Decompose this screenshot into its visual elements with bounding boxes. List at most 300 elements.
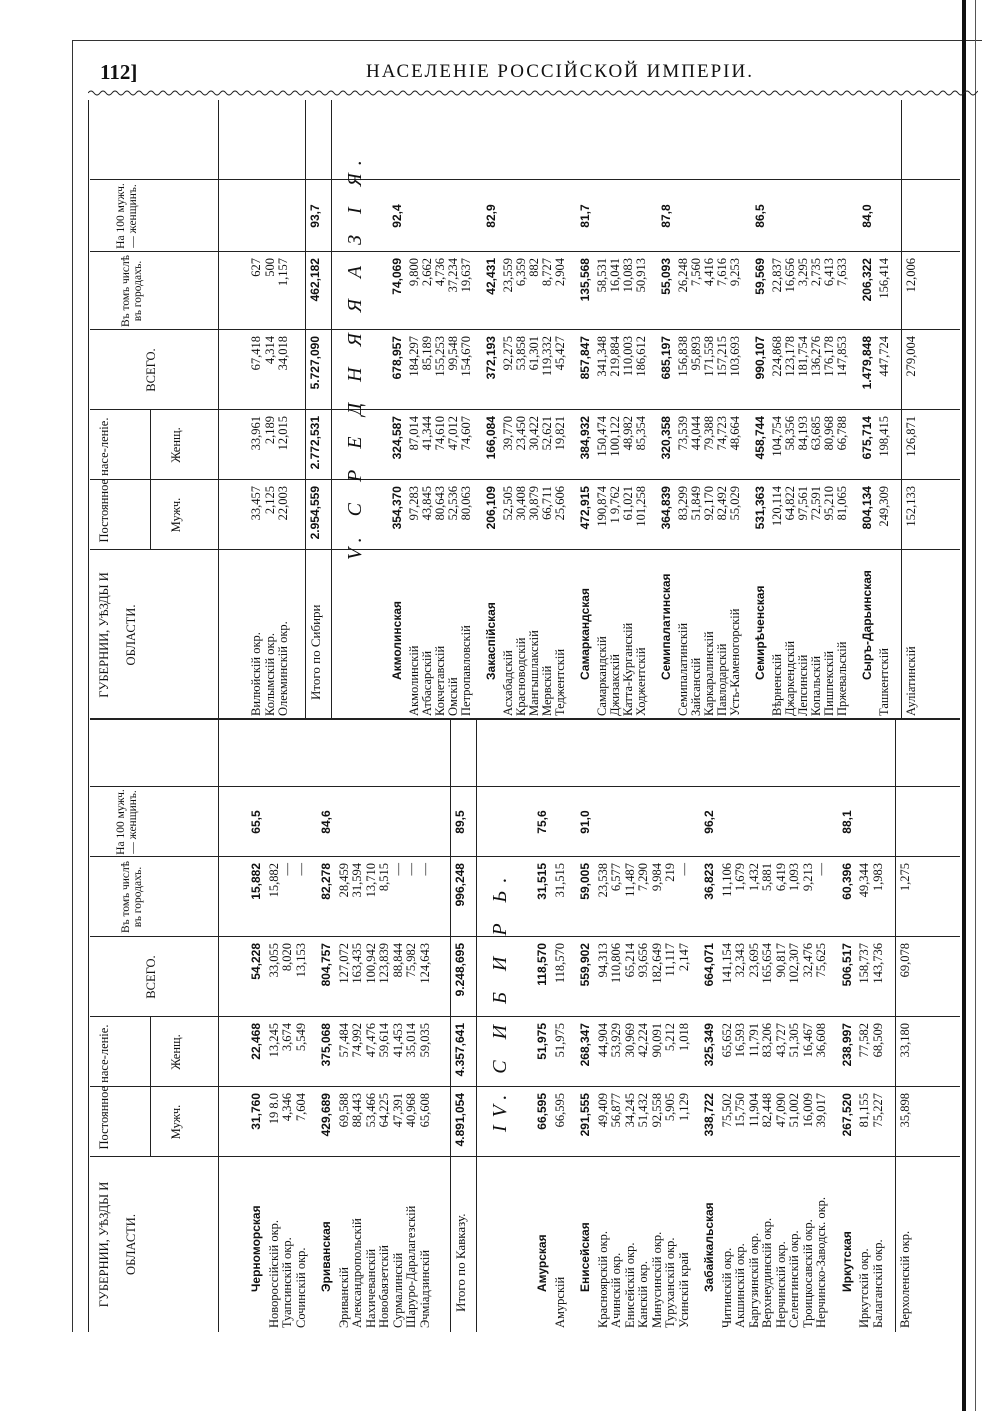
female-value: 52,621 (539, 416, 554, 451)
total-value: 13,153 (293, 943, 308, 978)
table-row: Усинскій край (676, 1252, 691, 1328)
total-rule-bottom (331, 100, 332, 720)
total-value: 804,757 (319, 943, 333, 987)
total-value: 186,612 (633, 336, 648, 377)
towns-value: 627 (249, 258, 263, 277)
total-value: 90,817 (773, 943, 788, 978)
total-value: 33,055 (266, 943, 281, 978)
female-value: 41,453 (390, 1023, 405, 1058)
towns-value: 11,487 (622, 863, 637, 897)
female-value: 83,206 (760, 1023, 774, 1058)
column-header-male: Мужч. (169, 497, 183, 533)
male-value: 66,595 (535, 1093, 549, 1130)
scan-frame-left (72, 40, 73, 1332)
female-value: 65,652 (719, 1023, 734, 1058)
male-value: 53,466 (363, 1093, 378, 1128)
table-row: Кокчетавскій (432, 645, 447, 716)
table-row: Самаркандскій (594, 636, 609, 716)
male-value: 31,760 (249, 1093, 263, 1130)
total-value: 11,117 (663, 943, 677, 977)
total-siberia-male: 2.954,559 (307, 486, 322, 540)
towns-value: 13,710 (363, 863, 378, 898)
towns-value: 1,679 (733, 863, 747, 892)
total-value: 141,154 (719, 943, 734, 984)
ratio-value: 84,0 (859, 204, 874, 228)
male-value: 69,588 (336, 1093, 351, 1128)
total-rule-top (305, 100, 306, 720)
table-row: Эриванскій (336, 1267, 351, 1328)
column-header-region-line1: ГУБЕРНИИ, УѢЗДЫ И (97, 1181, 111, 1308)
table-row: Новороссійскій окр. (266, 1219, 281, 1328)
total-value: 678,957 (389, 336, 404, 380)
female-value: 59,614 (377, 1023, 391, 1058)
column-divider (90, 251, 960, 252)
male-value: 75,227 (870, 1093, 885, 1128)
male-value: 92,170 (701, 486, 716, 521)
female-value: 5,212 (663, 1023, 677, 1052)
male-value: 364,839 (658, 486, 673, 530)
towns-value: 23,559 (500, 258, 515, 293)
towns-value: 7,633 (834, 258, 849, 287)
total-value: 990,107 (752, 336, 767, 380)
total-value: 54,228 (249, 943, 263, 980)
towns-value: — (293, 863, 308, 876)
female-value: 33,961 (249, 416, 263, 451)
male-value: 97,561 (795, 486, 810, 521)
towns-value: 11,106 (719, 863, 734, 897)
male-value: 51,849 (688, 486, 703, 521)
total-value: 102,307 (787, 943, 801, 984)
table-row: Петропавловскій (458, 625, 473, 716)
total-value: 506,517 (839, 943, 854, 987)
towns-value: 8,727 (539, 258, 554, 287)
male-value: 39,017 (814, 1093, 828, 1128)
male-value: 249,309 (876, 486, 891, 527)
towns-value: 74,069 (389, 258, 404, 295)
table-row: Павлодарскій (714, 643, 729, 716)
table-row: Иркутскій окр. (857, 1248, 871, 1328)
column-divider (90, 936, 960, 937)
table-row: Ташкентскій (876, 648, 891, 716)
female-value: 48,982 (620, 416, 635, 451)
total-value: 2,147 (676, 943, 691, 972)
total-value: 34,018 (276, 336, 290, 371)
male-value: 22,003 (276, 486, 290, 521)
male-value: 5,905 (663, 1093, 677, 1122)
group-row-2: Забайкальская (702, 1202, 716, 1292)
table-row: Пишпекскій (821, 650, 836, 716)
male-value: 25,606 (552, 486, 567, 521)
towns-value: 55,093 (658, 258, 673, 295)
total-value: 341,348 (594, 336, 609, 377)
total-value: 184,297 (406, 336, 421, 377)
female-value: 458,744 (752, 416, 767, 460)
female-value: 11,791 (746, 1023, 761, 1057)
rotated-statistics-table (90, 100, 960, 1332)
towns-value: 58,531 (594, 258, 609, 293)
male-value: 531,363 (752, 486, 767, 530)
table-viewport (90, 100, 960, 1332)
column-header-region-line2: ОБЛАСТИ. (124, 1214, 138, 1275)
female-value: 325,349 (702, 1023, 716, 1067)
total-value: 156,838 (675, 336, 690, 377)
female-value: 36,608 (814, 1023, 828, 1058)
table-row: Туруханскій окр. (663, 1237, 677, 1328)
male-value: 152,133 (903, 486, 918, 527)
female-value: 35,014 (404, 1023, 418, 1058)
male-value: 190,874 (594, 486, 609, 527)
female-value: 74,607 (458, 416, 473, 451)
male-value: 66,595 (552, 1093, 567, 1128)
total-siberia-ratio: 93,7 (307, 204, 322, 228)
total-value: 75,982 (404, 943, 418, 978)
ratio-value: 75,6 (535, 810, 549, 834)
towns-value: 59,569 (752, 258, 767, 295)
towns-value: — (417, 863, 432, 876)
table-outer-left-border (88, 100, 89, 1332)
column-divider (90, 1086, 960, 1087)
column-header-male: Мужч. (169, 1104, 183, 1140)
male-value: 120,114 (769, 486, 784, 527)
total-value: 88,844 (390, 943, 405, 978)
total-caucasus-ratio: 89,5 (453, 810, 467, 834)
towns-value: — (390, 863, 405, 876)
male-value: 82,492 (714, 486, 729, 521)
ratio-value: 87,8 (658, 204, 673, 228)
ratio-value: 84,6 (319, 810, 333, 834)
book-spine (962, 0, 966, 1411)
table-row: Теджентскій (552, 648, 567, 716)
male-value: 30,408 (513, 486, 528, 521)
male-value: 101,258 (633, 486, 648, 527)
column-header-in-towns: Въ томъ числѣ въ городахъ. (120, 254, 144, 328)
towns-value: 7,560 (688, 258, 703, 287)
total-value: 93,656 (636, 943, 650, 978)
column-divider (90, 1016, 960, 1017)
total-value: 857,847 (577, 336, 592, 380)
towns-value: 9,213 (800, 863, 815, 892)
towns-value: 9,984 (649, 863, 664, 892)
female-value: 42,224 (636, 1023, 650, 1058)
towns-value: 36,823 (702, 863, 716, 900)
group-row-1: Закаспійская (483, 602, 498, 680)
column-header-region-line2: ОБЛАСТИ. (124, 604, 138, 666)
male-value: 80,643 (432, 486, 447, 521)
table-row: Минусинскій окр. (649, 1231, 664, 1328)
total-value: 447,724 (876, 336, 891, 377)
male-value: 81,065 (834, 486, 849, 521)
towns-value: 206,322 (859, 258, 874, 302)
female-value: 74,723 (714, 416, 729, 451)
female-value: 5,549 (293, 1023, 308, 1052)
male-value: 47,391 (390, 1093, 405, 1128)
total-rule-bottom (476, 720, 477, 1332)
female-value: 84,193 (795, 416, 810, 451)
towns-value: — (280, 863, 294, 876)
table-row-cut: Аулiатинскій (903, 646, 918, 716)
group-row-0: Акмолинская (389, 600, 404, 680)
male-value: 56,877 (609, 1093, 623, 1128)
female-value: 51,305 (787, 1023, 801, 1058)
total-rule-top (450, 720, 451, 1332)
towns-value: 2,662 (419, 258, 434, 287)
total-caucasus-label: Итого по Кавказу. (453, 1213, 468, 1312)
towns-value: 59,005 (578, 863, 592, 900)
page-number: 112] (100, 60, 138, 84)
male-value: 1 9,762 (607, 486, 622, 524)
ratio-value: 88,1 (839, 810, 854, 834)
table-row: Балаганскій окр. (870, 1239, 885, 1328)
total-caucasus-male: 4.891,054 (453, 1093, 467, 1147)
scan-frame-top (72, 40, 982, 41)
table-row: Джизакскій (607, 654, 622, 716)
total-value: 32,343 (733, 943, 747, 978)
table-row: Сурмалинскій (390, 1252, 405, 1328)
male-value: 72,591 (808, 486, 823, 521)
towns-value: 50,913 (633, 258, 648, 293)
male-value: 11,904 (746, 1093, 761, 1127)
header-bottom-rule (218, 100, 219, 720)
total-value: 92,275 (500, 336, 515, 371)
towns-value: — (404, 863, 418, 876)
total-value: 110,003 (620, 336, 635, 377)
female-value: 48,664 (727, 416, 742, 451)
table-row: Ходжентскій (633, 647, 648, 716)
female-value: 74,610 (432, 416, 447, 451)
table-row: Мангышлакскій (526, 630, 541, 716)
total-value: 219,884 (607, 336, 622, 377)
group-row-0: Амурская (535, 1234, 549, 1292)
female-value: 100,122 (607, 416, 622, 457)
male-value: 47,090 (773, 1093, 788, 1128)
female-value: 238,997 (839, 1023, 854, 1067)
male-value: 64,822 (782, 486, 797, 521)
male-value: 52,536 (445, 486, 460, 521)
towns-value: 42,431 (483, 258, 498, 295)
female-value: 68,509 (870, 1023, 885, 1058)
table-row: Акмолинскій (406, 645, 421, 716)
group-row-0: Черноморская (249, 1205, 263, 1292)
male-value: 19 8.0 (266, 1093, 281, 1125)
towns-value: 6,419 (773, 863, 788, 892)
total-value: 110,806 (609, 943, 623, 984)
total-value: 182,649 (649, 943, 664, 984)
total-value: 45,427 (552, 336, 567, 371)
female-value: 41,344 (419, 416, 434, 451)
total-value: 664,071 (702, 943, 716, 987)
female-value: 16,593 (733, 1023, 747, 1058)
male-value: 4,346 (280, 1093, 294, 1122)
table-row: Вѣрненскій (769, 653, 784, 716)
table-row: Акшинскій окр. (733, 1243, 747, 1328)
total-value: 1.479,848 (859, 336, 874, 390)
towns-value: 9,253 (727, 258, 742, 287)
ratio-value: 96,2 (702, 810, 716, 834)
towns-value: 16,041 (607, 258, 622, 293)
group-row-4: Семирѣченская (752, 585, 767, 680)
column-divider (90, 856, 960, 857)
cut-rule (895, 720, 896, 1332)
male-value: 52,505 (500, 486, 515, 521)
male-value: 92,558 (649, 1093, 664, 1128)
total-value: 685,197 (658, 336, 673, 380)
female-value: 16,467 (800, 1023, 815, 1058)
female-value: 675,714 (859, 416, 874, 460)
table-row: Сочинскій окр. (293, 1247, 308, 1328)
towns-value: 26,248 (675, 258, 690, 293)
female-value: 2,189 (262, 416, 277, 445)
male-value: 35,898 (898, 1093, 912, 1128)
ratio-value: 81,7 (577, 204, 592, 228)
total-siberia-label: Итого по Сибири (307, 604, 323, 700)
female-value: 47,476 (363, 1023, 378, 1058)
male-value: 80,063 (458, 486, 473, 521)
female-value: 19,821 (552, 416, 567, 451)
female-value: 12,015 (276, 416, 290, 451)
table-row: Джаркендскій (782, 640, 797, 716)
male-value: 75,502 (719, 1093, 734, 1128)
female-value: 80,968 (821, 416, 836, 451)
total-value: 123,839 (377, 943, 391, 984)
total-value: 181,754 (795, 336, 810, 377)
towns-value: 15,882 (266, 863, 281, 898)
male-value: 61,021 (620, 486, 635, 521)
female-value: 51,975 (552, 1023, 567, 1058)
towns-value: 6,413 (821, 258, 836, 287)
female-value: 324,587 (389, 416, 404, 460)
towns-value: 15,882 (249, 863, 263, 900)
male-value: 65,608 (417, 1093, 432, 1128)
group-row-1: Эриванская (319, 1221, 333, 1292)
towns-value: 7,616 (714, 258, 729, 287)
table-row: Олекминскій окр. (276, 621, 290, 716)
ratio-value: 91,0 (578, 810, 592, 834)
female-value: 44,904 (595, 1023, 610, 1058)
female-value: 30,422 (526, 416, 541, 451)
table-row: Нахичеванскій (363, 1248, 378, 1328)
towns-value: 6,577 (609, 863, 623, 892)
total-value: 163,435 (350, 943, 364, 984)
total-value: 171,558 (701, 336, 716, 377)
table-row: Вилюйскій окр. (249, 632, 263, 716)
female-value: 85,354 (633, 416, 648, 451)
table-row: Омскій (445, 677, 460, 716)
female-value: 87,014 (406, 416, 421, 451)
towns-value: 9,800 (406, 258, 421, 287)
towns-value: 2,735 (808, 258, 823, 287)
table-row: Нерчинскій окр. (773, 1241, 788, 1328)
female-value: 51,975 (535, 1023, 549, 1060)
towns-value: 31,594 (350, 863, 364, 898)
towns-value: 31,515 (552, 863, 567, 898)
male-value: 338,722 (702, 1093, 716, 1137)
male-value: 51,002 (787, 1093, 801, 1128)
total-value: 154,670 (458, 336, 473, 377)
column-divider (90, 179, 960, 180)
total-value: 155,253 (432, 336, 447, 377)
towns-value: 12,006 (903, 258, 918, 293)
female-value: 30,969 (622, 1023, 637, 1058)
towns-value: 60,396 (839, 863, 854, 900)
male-value: 43,845 (419, 486, 434, 521)
column-header-permanent: Постоянное насе-ленiе. (97, 417, 111, 543)
column-header-female: Женщ. (169, 1034, 183, 1070)
female-value: 39,770 (500, 416, 515, 451)
total-value: 61,301 (526, 336, 541, 371)
table-row: Каркаралинскій (701, 631, 716, 716)
total-value: 94,313 (595, 943, 610, 978)
table-row: Читинскій окр. (719, 1247, 734, 1328)
male-value: 81,155 (857, 1093, 871, 1128)
table-row: Эчміадзинскій (417, 1249, 432, 1328)
towns-value: 2,904 (552, 258, 567, 287)
female-value: 79,388 (701, 416, 716, 451)
total-value: 118,570 (535, 943, 549, 986)
towns-value: 219 (663, 863, 677, 882)
page-title: НАСЕЛЕНІЕ РОССІЙСКОЙ ИМПЕРІИ. (366, 61, 754, 82)
ratio-value: 65,5 (249, 810, 263, 834)
male-value: 15,750 (733, 1093, 747, 1128)
female-value: 268,347 (578, 1023, 592, 1067)
table-row: Верхнеудинскій окр. (760, 1217, 774, 1328)
towns-value: 4,736 (432, 258, 447, 287)
column-header-in-towns: Въ томъ числѣ въ городахъ. (120, 860, 144, 934)
towns-value: 1,275 (898, 863, 912, 892)
female-value: 43,727 (773, 1023, 788, 1058)
total-value: 176,178 (821, 336, 836, 377)
column-header-total: ВСЕГО. (144, 348, 158, 392)
female-value: 375,068 (319, 1023, 333, 1067)
table-row: Зайсанскій (688, 657, 703, 716)
towns-value: 1,093 (787, 863, 801, 892)
total-value: 372,193 (483, 336, 498, 380)
towns-value: 1,157 (276, 258, 290, 287)
total-value: 23,695 (746, 943, 761, 978)
female-value: 53,929 (609, 1023, 623, 1058)
table-row: Канскій окр. (636, 1260, 650, 1328)
total-value: 67,418 (249, 336, 263, 371)
towns-value: 3,295 (795, 258, 810, 287)
towns-value: 1,983 (870, 863, 885, 892)
table-row: Усть-Каменогорскій (727, 608, 742, 716)
male-value: 55,029 (727, 486, 742, 521)
female-value: 1,018 (676, 1023, 691, 1052)
male-value: 30,879 (526, 486, 541, 521)
female-value: 59,035 (417, 1023, 432, 1058)
table-row: Лепсинскій (795, 654, 810, 716)
female-value: 166,084 (483, 416, 498, 460)
male-value: 291,555 (578, 1093, 592, 1137)
column-header-ratio: На 100 мужч. — женщинъ. (115, 789, 139, 855)
female-value: 66,788 (834, 416, 849, 451)
table-row: Шаруро-Даралагезскій (404, 1205, 418, 1328)
total-siberia-female: 2.772,531 (307, 416, 322, 470)
total-caucasus-total: 9.248,695 (453, 943, 467, 997)
table-row: Красноводскій (513, 637, 528, 716)
male-value: 51,432 (636, 1093, 650, 1128)
ratio-value: 86,5 (752, 204, 767, 228)
column-header-permanent: Постоянное насе-ленiе. (97, 1024, 111, 1150)
total-value: 65,214 (622, 943, 637, 978)
total-value: 103,693 (727, 336, 742, 377)
towns-value: 16,656 (782, 258, 797, 293)
table-row: Туапсинскій окр. (280, 1237, 294, 1328)
total-value: 8,020 (280, 943, 294, 972)
total-value: 53,858 (513, 336, 528, 371)
female-value: 3,674 (280, 1023, 294, 1052)
female-value: 33,180 (898, 1023, 912, 1058)
table-row: Ачинскій окр. (609, 1252, 623, 1328)
